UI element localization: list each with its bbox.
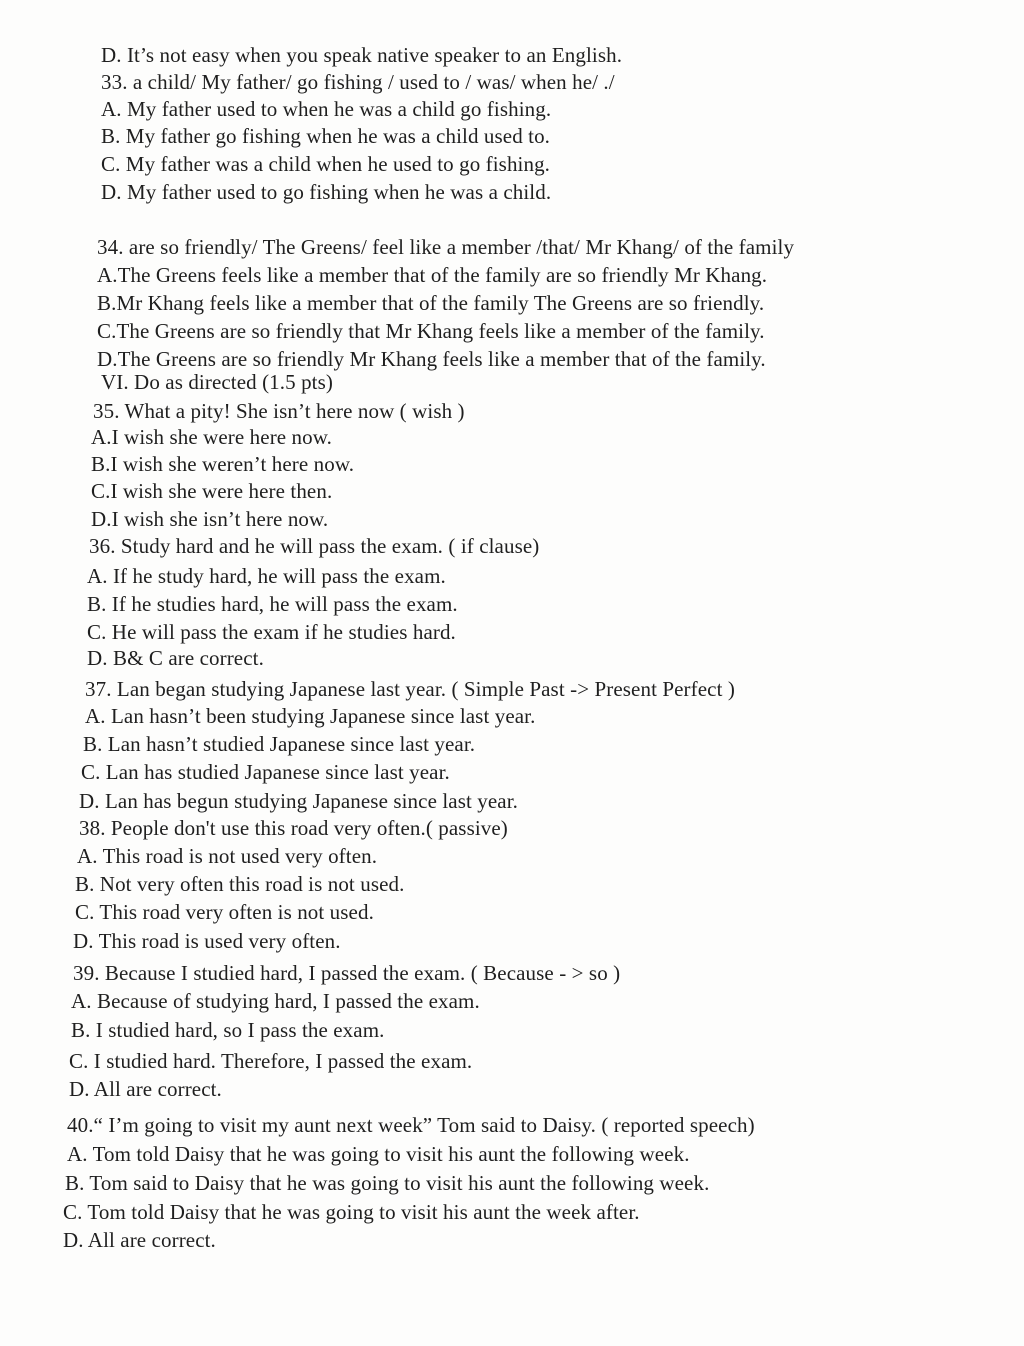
q39-option-c: C. I studied hard. Therefore, I passed the exam.: [69, 1049, 473, 1073]
q40-option-a: A. Tom told Daisy that he was going to visit his aunt the following week.: [67, 1142, 690, 1166]
q38-option-a: A. This road is not used very often.: [77, 844, 378, 868]
q33-option-a: A. My father used to when he was a child go fishing.: [101, 97, 552, 121]
q37-option-b: B. Lan hasn’t studied Japanese since last year.: [83, 732, 476, 756]
q36-stem: 36. Study hard and he will pass the exam. ( if clause): [89, 534, 540, 558]
q37-option-a: A. Lan hasn’t been studying Japanese since last year.: [85, 704, 536, 728]
q34-option-d: D.The Greens are so friendly Mr Khang feels like a member that of the family.: [97, 347, 766, 371]
q33-option-b: B. My father go fishing when he was a child used to.: [101, 124, 551, 148]
q39-stem: 39. Because I studied hard, I passed the exam. ( Because - > so ): [73, 961, 621, 985]
q35-option-a: A.I wish she were here now.: [91, 425, 333, 449]
q36-option-c: C. He will pass the exam if he studies hard.: [87, 620, 456, 644]
q34-stem: 34. are so friendly/ The Greens/ feel like a member /that/ Mr Khang/ of the family: [97, 235, 795, 259]
q34-option-b: B.Mr Khang feels like a member that of the family The Greens are so friendly.: [97, 291, 765, 315]
q35-stem: 35. What a pity! She isn’t here now ( wish ): [93, 399, 465, 423]
q39-option-a: A. Because of studying hard, I passed the exam.: [71, 989, 480, 1013]
q36-option-a: A. If he study hard, he will pass the exam.: [87, 564, 446, 588]
q39-option-d: D. All are correct.: [69, 1077, 222, 1101]
q37-option-d: D. Lan has begun studying Japanese since last year.: [79, 789, 518, 813]
q36-option-b: B. If he studies hard, he will pass the exam.: [87, 592, 458, 616]
q38-option-c: C. This road very often is not used.: [75, 900, 374, 924]
q34-option-c: C.The Greens are so friendly that Mr Khang feels like a member of the family.: [97, 319, 765, 343]
q33-option-d: D. My father used to go fishing when he was a child.: [101, 180, 552, 204]
q33-option-c: C. My father was a child when he used to go fishing.: [101, 152, 551, 176]
q40-option-b: B. Tom said to Daisy that he was going to visit his aunt the following week.: [65, 1171, 710, 1195]
q35-option-d: D.I wish she isn’t here now.: [91, 507, 329, 531]
q38-option-d: D. This road is used very often.: [73, 929, 341, 953]
q33-stem: 33. a child/ My father/ go fishing / used to / was/ when he/ ./: [101, 70, 615, 94]
q40-option-d: D. All are correct.: [63, 1228, 216, 1252]
q38-option-b: B. Not very often this road is not used.: [75, 872, 405, 896]
q36-option-d: D. B& C are correct.: [87, 646, 264, 670]
q37-option-c: C. Lan has studied Japanese since last year.: [81, 760, 450, 784]
q32-option-d: D. It’s not easy when you speak native speaker to an English.: [101, 43, 623, 67]
q37-stem: 37. Lan began studying Japanese last year. ( Simple Past -> Present Perfect ): [85, 677, 735, 701]
q39-option-b: B. I studied hard, so I pass the exam.: [71, 1018, 385, 1042]
q35-option-c: C.I wish she were here then.: [91, 479, 333, 503]
q34-option-a: A.The Greens feels like a member that of the family are so friendly Mr Khang.: [97, 263, 768, 287]
q40-option-c: C. Tom told Daisy that he was going to visit his aunt the week after.: [63, 1200, 640, 1224]
q38-stem: 38. People don't use this road very often.( passive): [79, 816, 508, 840]
q40-stem: 40.“ I’m going to visit my aunt next week” Tom said to Daisy. ( reported speech): [67, 1113, 755, 1137]
q35-option-b: B.I wish she weren’t here now.: [91, 452, 355, 476]
section-vi-heading: VI. Do as directed (1.5 pts): [101, 370, 333, 394]
